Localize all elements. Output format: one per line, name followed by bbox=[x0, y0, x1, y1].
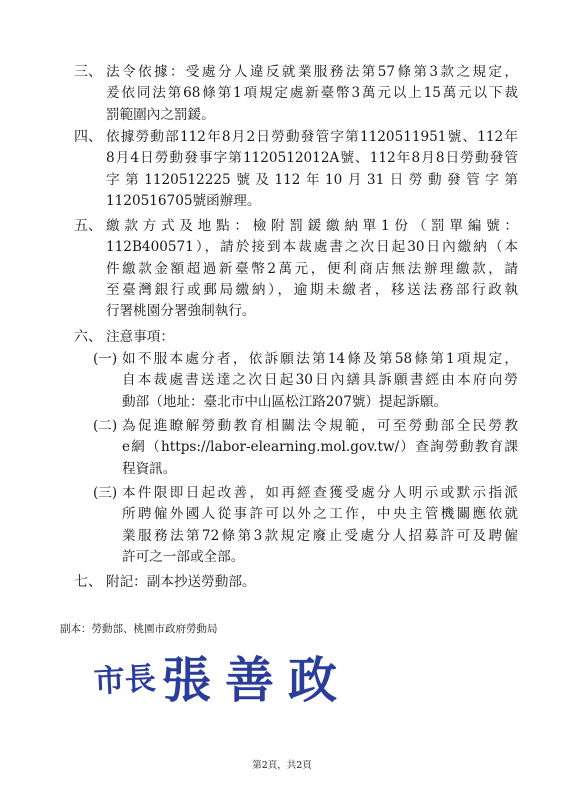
section-6-number: 六、 bbox=[74, 329, 102, 345]
mayor-name-stamp-text: 張善政 bbox=[162, 651, 352, 709]
text-line: 注意事項： bbox=[106, 329, 174, 345]
text-line: 112B400571），請於接到本裁處書之次日起30日內繳納（本 bbox=[106, 239, 518, 256]
text-line: 字第1120512225號及112年10月31日勞動發管字第 bbox=[106, 171, 518, 188]
section-4-number: 四、 bbox=[74, 129, 102, 145]
text-line: 動部（地址：臺北市中山區松江路207號）提起訴願。 bbox=[122, 393, 448, 410]
text-line: 許可之一部或全部。 bbox=[122, 548, 245, 565]
text-line: 爰依同法第68條第1項規定處新臺幣3萬元以上15萬元以下裁 bbox=[106, 85, 518, 102]
text-line: 本件限即日起改善，如再經查獲受處分人明示或默示指派 bbox=[122, 485, 518, 501]
note-item-number: (三) bbox=[93, 485, 118, 501]
text-line: 程資訊。 bbox=[122, 460, 177, 477]
note-item-number: (二) bbox=[93, 418, 118, 434]
text-line: 1120516705號函辦理。 bbox=[106, 192, 261, 209]
section-3-text bbox=[106, 62, 518, 126]
note-item-text bbox=[122, 483, 518, 568]
text-line: 如不服本處分者，依訴願法第14條及第58條第1項規定， bbox=[122, 351, 518, 367]
section-7-text bbox=[106, 572, 518, 593]
section-5-number: 五、 bbox=[74, 218, 102, 234]
section-4-text bbox=[106, 127, 518, 212]
text-line: 行署桃園分署強制執行。 bbox=[106, 303, 256, 320]
cc-recipients: 副本：勞動部、桃園市政府勞動局 bbox=[60, 623, 218, 635]
page-number-footer: 第2頁，共2頁 bbox=[252, 760, 312, 771]
text-line: 依據勞動部112年8月2日勞動發管字第1120511951號、112年 bbox=[106, 129, 518, 145]
text-line: 法令依據：受處分人違反就業服務法第57條第3款之規定， bbox=[106, 64, 518, 80]
text-line: 至臺灣銀行或郵局繳納），逾期未繳者，移送法務部行政執 bbox=[106, 281, 518, 298]
text-line: 附記：副本抄送勞動部。 bbox=[106, 574, 256, 590]
note-item-number: (一) bbox=[93, 351, 118, 367]
text-line: 自本裁處書送達之次日起30日內繕具訴願書經由本府向勞 bbox=[122, 372, 518, 389]
text-line: 業服務法第72條第3款規定廢止受處分人招募許可及聘僱 bbox=[122, 527, 518, 544]
section-6-heading bbox=[106, 327, 518, 348]
mayor-signature-stamp bbox=[94, 644, 364, 716]
text-line: 件繳款金額超過新臺幣2萬元，便利商店無法辦理繳款，請 bbox=[106, 260, 518, 277]
text-line: 所聘僱外國人從事許可以外之工作，中央主管機關應依就 bbox=[122, 506, 518, 523]
text-line: e網（https://labor-elearning.mol.gov.tw/）查詢勞動教育課 bbox=[122, 439, 518, 456]
text-line: 罰範圍內之罰鍰。 bbox=[106, 106, 215, 123]
text-line: 繳款方式及地點：檢附罰鍰繳納單1份（罰單編號： bbox=[106, 218, 518, 234]
note-item-text bbox=[122, 416, 518, 480]
signature-stamp-graphic bbox=[94, 644, 364, 712]
section-7-number: 七、 bbox=[74, 574, 102, 590]
mayor-title-stamp-text: 市長 bbox=[94, 660, 157, 701]
text-line: 8月4日勞動發事字第1120512012A號、112年8月8日勞動發管 bbox=[106, 150, 518, 167]
note-item-text bbox=[122, 349, 518, 413]
section-3-number: 三、 bbox=[74, 64, 102, 80]
text-line: 為促進瞭解勞動教育相關法令規範，可至勞動部全民勞教 bbox=[122, 418, 518, 434]
section-5-text bbox=[106, 216, 518, 322]
